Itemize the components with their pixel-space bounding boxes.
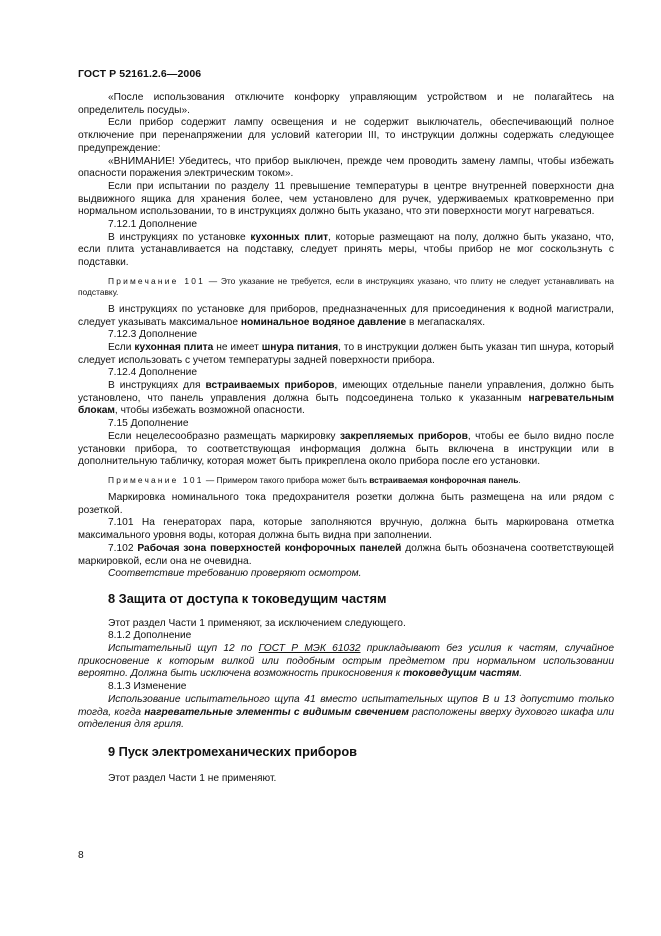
paragraph: Этот раздел Части 1 не применяют. xyxy=(108,772,277,784)
note: Примечание 101 — Примером такого прибора может быть встраиваемая конфорочная панель. xyxy=(108,474,521,485)
note: Примечание 101 — Это указание не требуется, если в инструкциях указано, что плиту не следует устанавливать на подставку. xyxy=(78,275,615,297)
paragraph: В инструкциях для встраиваемых приборов, имеющих отдельные панели управления, должно быть установлено, что панель управления должна быть подсоединена только к указанным нагревательным блокам, чтобы избежать возможной опасности. xyxy=(78,380,614,417)
paragraph: «ВНИМАНИЕ! Убедитесь, что прибор выключен, прежде чем проводить замену лампы, чтобы избежать опасности поражения электрическим током». xyxy=(78,155,614,180)
section-heading: 9 Пуск электромеханических приборов xyxy=(108,743,358,759)
section-heading: 8 Защита от доступа к токоведущим частям xyxy=(108,590,387,606)
paragraph: 7.102 Рабочая зона поверхностей конфорочных панелей должна быть обозначена соответствующей маркировкой, если она не очевидна. xyxy=(78,542,614,567)
subsection-heading: 8.1.2 Дополнение xyxy=(108,630,192,642)
subsection-heading: 7.12.4 Дополнение xyxy=(108,367,198,379)
paragraph: Если кухонная плита не имеет шнура питания, то в инструкции должен быть указан тип шнура, который следует использовать с учетом температуры задней поверхности прибора. xyxy=(78,341,614,366)
paragraph: Если при испытании по разделу 11 превышение температуры в центре внутренней поверхности дна выдвижного ящика для хранения более, чем установлено для ручек, удерживаемых кратковременно при нормальном использовании, то в инструкциях должно быть указано, что эти поверхности могут нагреваться. xyxy=(78,180,614,218)
subsection-heading: 8.1.3 Изменение xyxy=(108,681,187,693)
subsection-heading: 7.15 Дополнение xyxy=(108,418,189,430)
paragraph: Использование испытательного щупа 41 вместо испытательных щупов B и 13 допустимо только тогда, когда нагревательные элементы с видимым свечением расположены вверху духового шкафа или отделения для гриля. xyxy=(78,693,614,731)
paragraph: В инструкциях по установке кухонных плит, которые размещают на полу, должно быть указано, что, если плита устанавливается на подставку, следует принять меры, чтобы прибор не мог соскользнуть с подставки. xyxy=(78,231,614,269)
document-header: ГОСТ Р 52161.2.6—2006 xyxy=(78,68,202,80)
subsection-heading: 7.12.1 Дополнение xyxy=(108,219,198,231)
paragraph: Если нецелесообразно размещать маркировку закрепляемых приборов, чтобы ее было видно после установки прибора, то соответствующая информация должна быть включена в инструкции или в дополнительную табличку, которая может быть прикреплена около прибора после его установки. xyxy=(78,430,615,468)
subsection-heading: 7.12.3 Дополнение xyxy=(108,329,198,341)
paragraph: В инструкциях по установке для приборов, предназначенных для присоединения к водной магистрали, следует указывать максимальное номинальное водяное давление в мегапаскалях. xyxy=(78,303,614,328)
paragraph: Если прибор содержит лампу освещения и не содержит выключатель, обеспечивающий полное отключение при перенапряжении для условий категории III, то инструкции должны содержать следующее предупреждение: xyxy=(78,117,614,154)
paragraph: Испытательный щуп 12 по ГОСТ Р МЭК 61032 прикладывают без усилия к частям, случайное прикосновение к которым вилкой или подобным острым предметом при нормальном использовании вероятно. Должна быть исключена возможность прикосновения к токоведущим частям. xyxy=(78,643,615,680)
paragraph: Маркировка номинального тока предохранителя розетки должна быть размещена на или рядом с розеткой. xyxy=(78,491,614,516)
standard-reference-link[interactable]: ГОСТ Р МЭК 61032 xyxy=(258,643,361,655)
page-number: 8 xyxy=(78,850,84,861)
document-body xyxy=(78,92,614,785)
paragraph: 7.101 На генераторах пара, которые заполняются вручную, должна быть маркирована отметка максимального уровня воды, которая должна быть видна при заполнении. xyxy=(78,517,614,542)
paragraph: Соответствие требованию проверяют осмотром. xyxy=(108,568,362,580)
paragraph: «После использования отключите конфорку управляющим устройством и не полагайтесь на определитель посуды». xyxy=(78,92,614,116)
paragraph: Этот раздел Части 1 применяют, за исключением следующего. xyxy=(108,617,406,629)
